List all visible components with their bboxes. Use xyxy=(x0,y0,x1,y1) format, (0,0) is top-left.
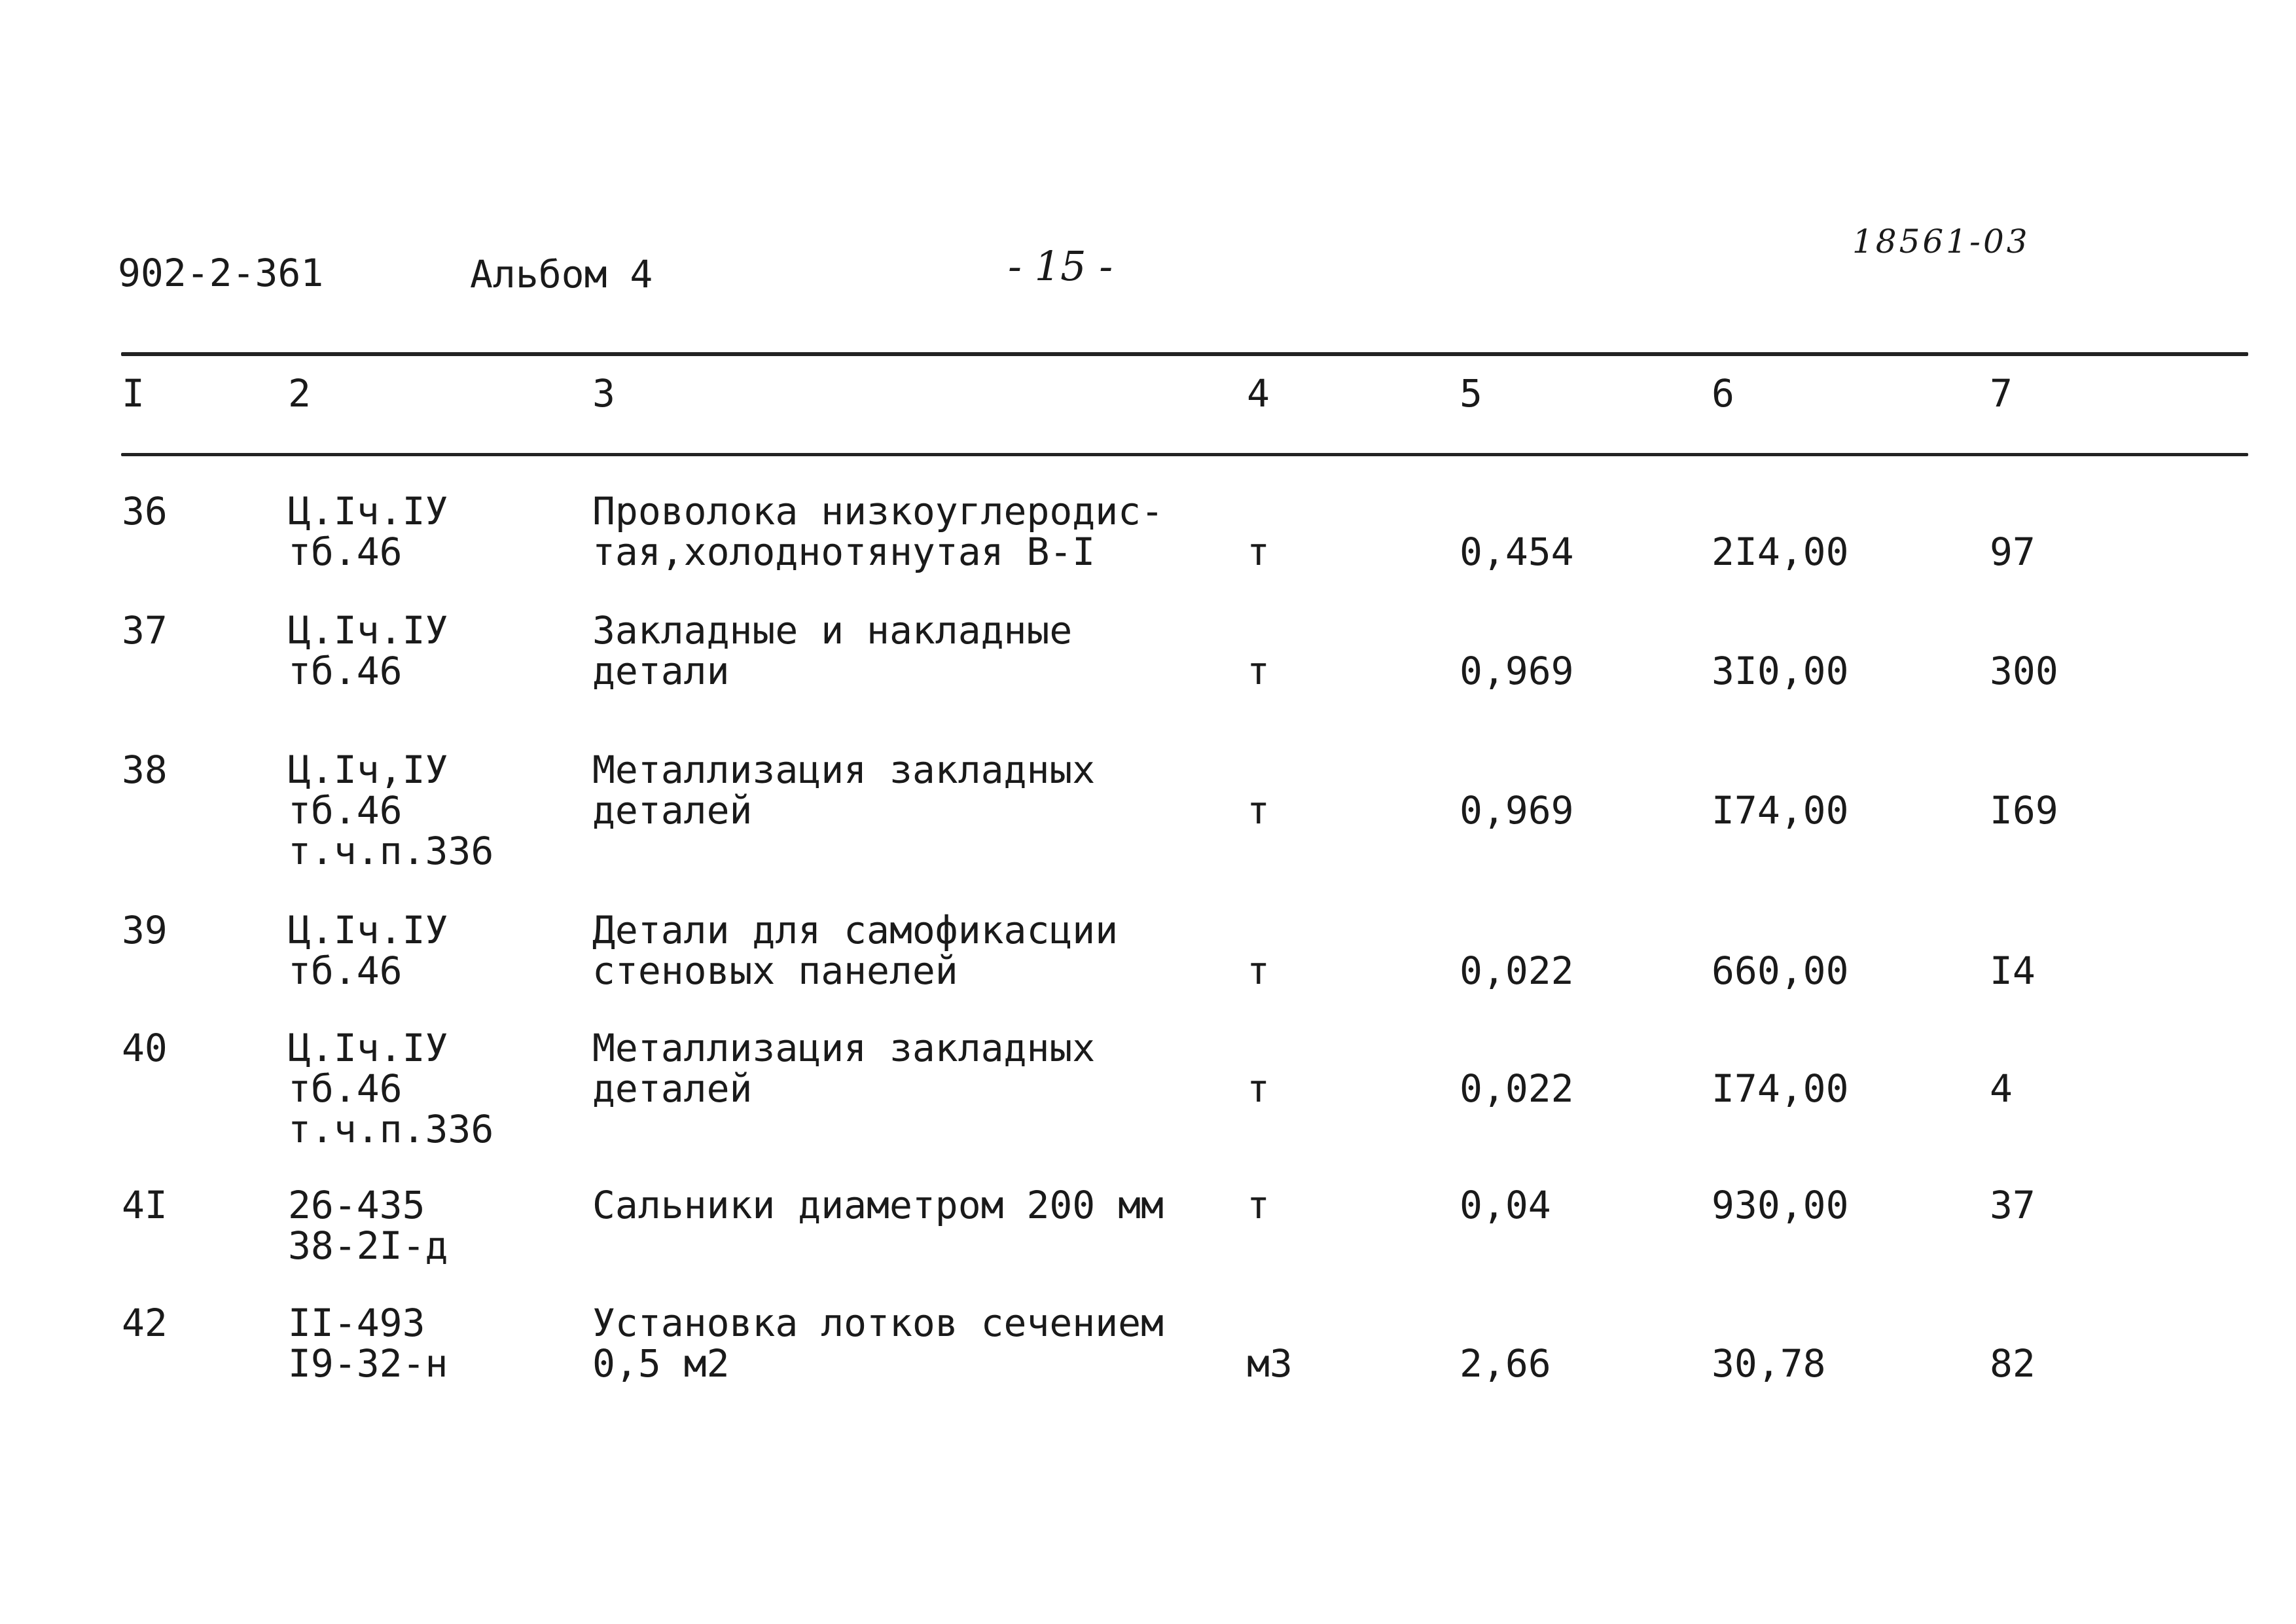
norm-reference: II-493 I9-32-н xyxy=(288,1301,448,1386)
total: I4 xyxy=(1990,948,2036,993)
total: 82 xyxy=(1990,1341,2036,1386)
quantity: 0,969 xyxy=(1460,649,1574,693)
quantity: 0,022 xyxy=(1460,948,1574,993)
quantity: 0,022 xyxy=(1460,1066,1574,1111)
quantity: 0,969 xyxy=(1460,788,1574,833)
column-header-4: 4 xyxy=(1247,371,1270,416)
unit-price: 660,00 xyxy=(1712,948,1849,993)
norm-reference: Ц.Iч.IУ тб.46 т.ч.п.336 xyxy=(288,1026,494,1151)
norm-reference: Ц.Iч,IУ тб.46 т.ч.п.336 xyxy=(288,748,494,873)
row-number: 40 xyxy=(122,1026,168,1070)
item-name: Сальники диаметром 200 мм xyxy=(592,1183,1164,1227)
row-number: 42 xyxy=(122,1301,168,1345)
item-name: Металлизация закладных деталей xyxy=(592,1026,1096,1111)
column-header-2: 2 xyxy=(288,371,311,416)
row-number: 4I xyxy=(122,1183,168,1227)
column-header-1: I xyxy=(122,371,145,416)
item-name: Проволока низкоуглеродис- тая,холоднотянутая В-I xyxy=(592,489,1164,574)
total: 4 xyxy=(1990,1066,2013,1111)
unit: т xyxy=(1247,1183,1270,1227)
quantity: 2,66 xyxy=(1460,1341,1551,1386)
item-name: Установка лотков сечением 0,5 м2 xyxy=(592,1301,1164,1386)
total: 37 xyxy=(1990,1183,2036,1227)
unit-price: I74,00 xyxy=(1712,1066,1849,1111)
item-name: Металлизация закладных деталей xyxy=(592,748,1096,833)
item-name: Закладные и накладные детали xyxy=(592,608,1073,693)
norm-reference: 26-435 38-2I-д xyxy=(288,1183,448,1268)
unit: т xyxy=(1247,1066,1270,1111)
row-number: 37 xyxy=(122,608,168,653)
album-label: Альбом 4 xyxy=(470,252,653,297)
norm-reference: Ц.Iч.IУ тб.46 xyxy=(288,608,448,693)
unit: т xyxy=(1247,649,1270,693)
unit-price: 30,78 xyxy=(1712,1341,1826,1386)
total: 97 xyxy=(1990,530,2036,574)
quantity: 0,04 xyxy=(1460,1183,1551,1227)
total: I69 xyxy=(1990,788,2058,833)
column-header-7: 7 xyxy=(1990,371,2013,416)
norm-reference: Ц.Iч.IУ тб.46 xyxy=(288,489,448,574)
column-header-6: 6 xyxy=(1712,371,1734,416)
row-number: 39 xyxy=(122,908,168,952)
page-number: - 15 - xyxy=(1008,242,1113,290)
unit: м3 xyxy=(1247,1341,1293,1386)
quantity: 0,454 xyxy=(1460,530,1574,574)
unit: т xyxy=(1247,530,1270,574)
unit: т xyxy=(1247,948,1270,993)
document-number: 18561-03 xyxy=(1852,223,2030,261)
norm-reference: Ц.Iч.IУ тб.46 xyxy=(288,908,448,993)
row-number: 38 xyxy=(122,748,168,792)
row-number: 36 xyxy=(122,489,168,533)
unit-price: I74,00 xyxy=(1712,788,1849,833)
item-name: Детали для самофикасции стеновых панелей xyxy=(592,908,1119,993)
table-header-rule xyxy=(121,453,2248,456)
unit-price: 3I0,00 xyxy=(1712,649,1849,693)
unit: т xyxy=(1247,788,1270,833)
table-top-rule xyxy=(121,352,2248,356)
unit-price: 930,00 xyxy=(1712,1183,1849,1227)
total: 300 xyxy=(1990,649,2058,693)
column-header-5: 5 xyxy=(1460,371,1482,416)
column-header-3: 3 xyxy=(592,371,615,416)
unit-price: 2I4,00 xyxy=(1712,530,1849,574)
document-code: 902-2-361 xyxy=(118,251,324,295)
